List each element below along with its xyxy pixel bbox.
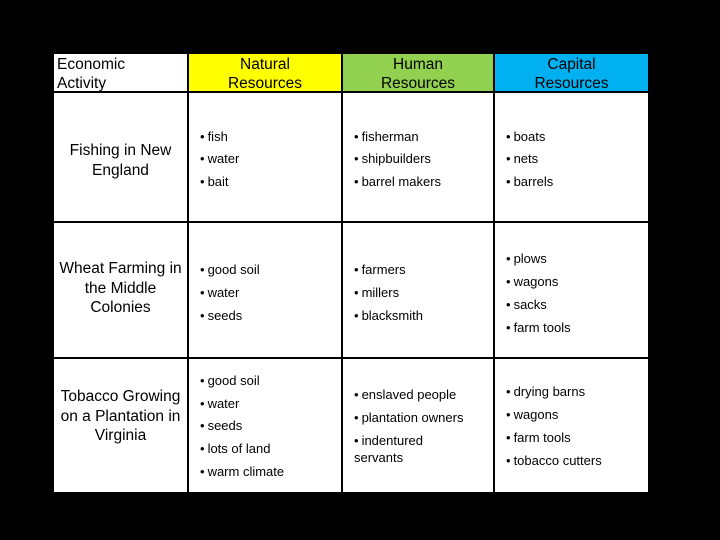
resources-table <box>54 54 648 492</box>
list-item: • indentured servants <box>354 433 424 465</box>
list-item: • barrels <box>506 174 554 189</box>
list-item: • nets <box>506 151 539 166</box>
list-item: • fish <box>200 129 228 144</box>
list-item: • farmers <box>354 262 406 277</box>
list-item: • sacks <box>506 297 547 312</box>
list-item: • water <box>200 151 240 166</box>
row-wheat-human <box>343 223 493 357</box>
row-tobacco-capital <box>495 359 648 492</box>
row-wheat-capital <box>495 223 648 357</box>
list-item: • seeds <box>200 418 243 433</box>
row-label-tobacco-text: Tobacco Growing on a Plantation in Virginia <box>60 388 181 444</box>
row-label-tobacco <box>54 359 187 492</box>
list-item: • boats <box>506 129 546 144</box>
list-item: • barrel makers <box>354 174 442 189</box>
list-item: • wagons <box>506 407 559 422</box>
list-item: • good soil <box>200 262 260 277</box>
list-item: • water <box>200 396 240 411</box>
list-item: • fisherman <box>354 129 419 144</box>
row-label-wheat <box>54 223 187 357</box>
row-label-wheat-text: Wheat Farming in the Middle Colonies <box>59 260 182 316</box>
list-item: • millers <box>354 285 400 300</box>
list-item: • enslaved people <box>354 387 457 402</box>
header-natural-resources <box>189 54 341 91</box>
header-human-resources-label: Human Resources <box>380 56 456 92</box>
row-tobacco-natural <box>189 359 341 492</box>
row-fishing-human <box>343 93 493 221</box>
list-item: • drying barns <box>506 384 586 399</box>
list-item: • water <box>200 285 240 300</box>
list-item: • seeds <box>200 308 243 323</box>
list-item: • warm climate <box>200 464 285 479</box>
row-label-fishing <box>54 93 187 221</box>
row-wheat-natural <box>189 223 341 357</box>
list-item: • farm tools <box>506 430 571 445</box>
list-item: • wagons <box>506 274 559 289</box>
header-economic-activity <box>54 54 187 91</box>
header-economic-activity-label: Economic Activity <box>57 56 126 92</box>
row-fishing-natural <box>189 93 341 221</box>
list-item: • plantation owners <box>354 410 464 425</box>
list-item: • farm tools <box>506 320 571 335</box>
row-fishing-capital <box>495 93 648 221</box>
list-item: • shipbuilders <box>354 151 431 166</box>
row-tobacco-human <box>343 359 493 492</box>
list-item: • lots of land <box>200 441 271 456</box>
list-item: • blacksmith <box>354 308 423 323</box>
list-item: • plows <box>506 251 547 266</box>
header-human-resources <box>343 54 493 91</box>
row-label-fishing-text: Fishing in New England <box>69 142 172 179</box>
list-item: • tobacco cutters <box>506 453 602 468</box>
header-capital-resources-label: Capital Resources <box>534 56 609 92</box>
header-natural-resources-label: Natural Resources <box>227 56 303 92</box>
list-item: • good soil <box>200 373 260 388</box>
header-capital-resources <box>495 54 648 91</box>
list-item: • bait <box>200 174 229 189</box>
